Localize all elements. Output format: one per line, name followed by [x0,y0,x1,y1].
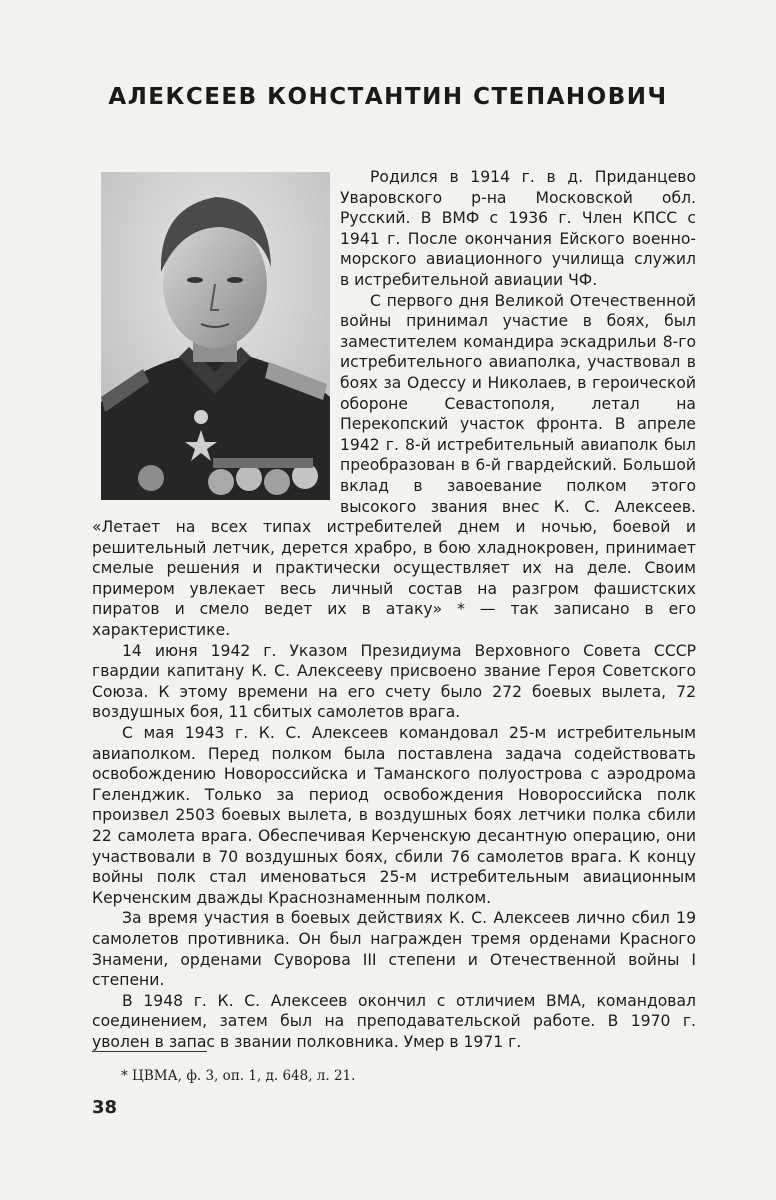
photo-spacer [92,165,340,515]
paragraph-later-life: В 1948 г. К. С. Алексеев окончил с отличием ВМА, командовал соединением, затем был на преподавательской работе. В 1970 г. уволен в запас в звании полковника. Умер в 1971 г. [92,991,696,1051]
page-title: АЛЕКСЕЕВ КОНСТАНТИН СТЕПАНОВИЧ [108,84,668,110]
footnote-divider [92,1051,207,1052]
paragraph-awards: За время участия в боевых действиях К. С. Алексеев лично сбил 19 самолетов противника. Он был награжден тремя орденами Красного Знамени, орденами Суворова III степени и Отечественной войны I степени. [92,909,696,990]
footnote: * ЦВМА, ф. 3, оп. 1, д. 648, л. 21. [121,1068,356,1084]
page-number: 38 [92,1097,118,1118]
paragraph-hero: 14 июня 1942 г. Указом Президиума Верховного Совета СССР гвардии капитану К. С. Алексееву присвоено звание Героя Советского Союза. К этому времени на его счету было 272 боевых вылета, 72 воздушных боя, 11 сбитых самолетов врага. [92,641,696,722]
biography-text [92,167,696,1053]
paragraph-birth: Родился в 1914 г. в д. Приданцево Уваровского р-на Московской обл. Русский. В ВМФ с 1936 г. Член КПСС с 1941 г. После окончания Ейского военно-морского авиационного училища служил в истребительной авиации ЧФ. [340,168,696,289]
paragraph-command: С мая 1943 г. К. С. Алексеев командовал 25-м истребительным авиаполком. Перед полком была поставлена задача содействовать освобождению Новороссийска и Таманского полуострова с аэродрома Геленджик. Только за период освобождения Новороссийска полк произвел 2503 боевых вылета, в воздушных боях летчики полка сбили 22 самолета врага. Обеспечивая Керченскую десантную операцию, они участвовали в 70 воздушных боях, сбили 76 самолетов врага. К концу войны полк стал именоваться 25-м истребительным авиационным Керченским дважды Краснознаменным полком. [92,724,696,907]
paragraph-war: С первого дня Великой Отечественной войны принимал участие в боях, был заместителем командира эскадрильи 8-го истребительного авиаполка, участвовал в боях за Одессу и Николаев, в героической обороне Севастополя, летал на Перекопский участок фронта. В апреле 1942 г. 8-й истребительный авиаполк был преобразован в 6-й гвардейский. Большой вклад в завоевание полком этого высокого звания внес К. С. Алексеев. «Летает на всех типах истребителей днем и ночью, боевой и решительный летчик, дерется храбро, в бою хладнокровен, принимает смелые решения и практически осуществляет их на деле. Своим примером увлекает весь личный состав на разгром фашистских пиратов и смело ведет их в атаку» * — так записано в его характеристике. [92,291,696,640]
